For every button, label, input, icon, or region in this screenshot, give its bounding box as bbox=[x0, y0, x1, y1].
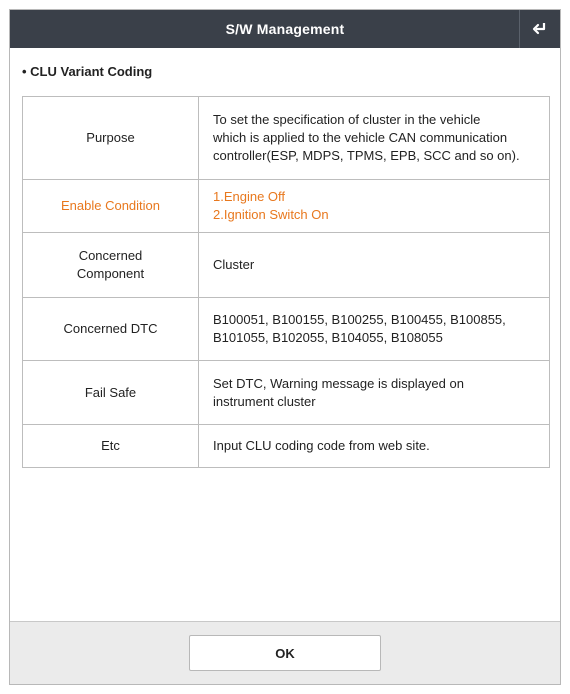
row-value bbox=[199, 425, 550, 468]
row-value-line: 2.Ignition Switch On bbox=[213, 207, 329, 222]
row-value-line: Set DTC, Warning message is displayed on bbox=[213, 375, 464, 391]
info-table bbox=[22, 96, 550, 468]
row-value bbox=[199, 180, 550, 233]
table-row-purpose bbox=[23, 97, 550, 180]
row-label: Purpose bbox=[23, 97, 199, 180]
row-label: Concerned DTC bbox=[23, 298, 199, 361]
table-row-enable-condition bbox=[23, 180, 550, 233]
table-row-etc bbox=[23, 425, 550, 468]
row-value-line: B101055, B102055, B104055, B108055 bbox=[213, 330, 443, 345]
row-value bbox=[199, 97, 550, 180]
table-row-fail-safe bbox=[23, 361, 550, 425]
dialog-footer bbox=[10, 621, 560, 684]
table-row-concerned-dtc bbox=[23, 298, 550, 361]
row-value-line: To set the specification of cluster in the vehicle bbox=[213, 112, 481, 127]
window-title: S/W Management bbox=[225, 21, 345, 37]
row-value bbox=[199, 298, 550, 361]
title-bar bbox=[10, 10, 560, 48]
dialog-window bbox=[9, 9, 561, 685]
row-value-line: Input CLU coding code from web site. bbox=[213, 438, 430, 453]
row-label: Fail Safe bbox=[23, 361, 199, 425]
row-value bbox=[199, 233, 550, 298]
row-label bbox=[23, 233, 199, 298]
section-title: • CLU Variant Coding bbox=[22, 64, 153, 79]
ok-button[interactable]: OK bbox=[189, 635, 381, 671]
row-value-line: controller(ESP, MDPS, TPMS, EPB, SCC and so on). bbox=[213, 148, 520, 163]
row-value bbox=[199, 361, 550, 425]
row-value-line: 1.Engine Off bbox=[213, 189, 286, 204]
row-label-line: Component bbox=[76, 266, 145, 281]
table-row-concerned-component bbox=[23, 233, 550, 298]
row-label: Enable Condition bbox=[23, 180, 199, 233]
row-label: Etc bbox=[23, 425, 199, 468]
row-value-line: B100051, B100155, B100255, B100455, B100855, bbox=[213, 312, 506, 327]
row-value-line: Cluster bbox=[213, 257, 255, 272]
row-value-line: which is applied to the vehicle CAN communication bbox=[213, 130, 508, 145]
row-value-line: instrument cluster bbox=[213, 393, 316, 409]
row-label-line: Concerned bbox=[78, 248, 143, 263]
return-arrow-icon bbox=[531, 21, 549, 37]
back-button[interactable] bbox=[519, 10, 560, 48]
